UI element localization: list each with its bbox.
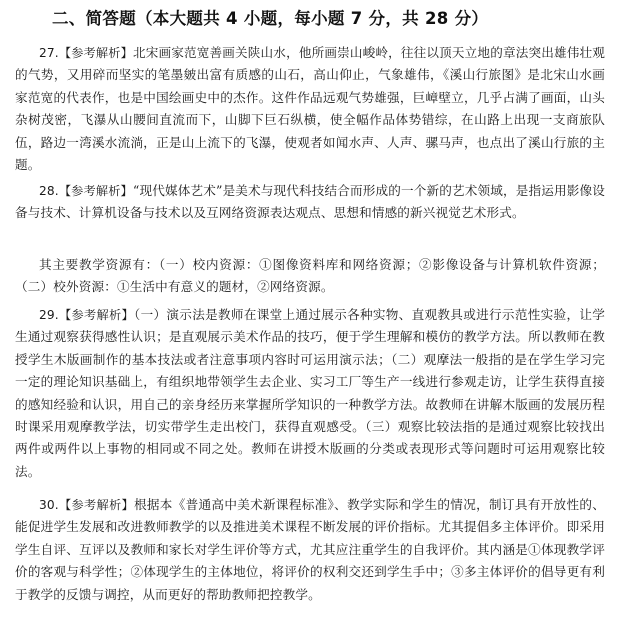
answer-29: [15, 304, 605, 483]
answer-30-label: 30.【参考解析】: [39, 498, 134, 512]
answer-30-text: 根据本《普通高中美术新课程标准》、教学实际和学生的情况，制订具有开放性的、能促进学生发展和改进教师教学的以及推进美术课程不断发展的评价指标。尤其提倡多主体评价。即采用学生自评、互评以及教师和家长对学生评价等方式，尤其应注重学生的自我评价。其内涵是①体现教学评价的客观与科学性；②体现学生的主体地位，将评价的权利交还到学生手中；③多主体评价的倡导更有利于教学的反馈与调控，从而更好的帮助教师把控教学。: [15, 497, 605, 602]
answer-27-label: 27.【参考解析】: [39, 46, 133, 60]
answer-29-label: 29.【参考解析】: [39, 308, 134, 322]
section-heading: 二、简答题（本大题共 4 小题，每小题 7 分，共 28 分）: [52, 9, 489, 28]
answer-27-text: 北宋画家范宽善画关陕山水，他所画崇山峻岭，往往以顶天立地的章法突出雄伟壮观的气势，又用碎而坚实的笔墨皴出富有质感的山石，高山仰止，气象雄伟，《溪山行旅图》是北宋山水画家范宽的代表作，也是中国绘画史中的杰作。这件作品远观气势雄强，巨嶂壁立，几乎占满了画面，山头杂树茂密，飞瀑从山腰间直流而下，山脚下巨石纵横，使全幅作品体势错综，在山路上出现一支商旅队伍，路边一湾溪水流淌，正是山上流下的飞瀑，使观者如闻水声、人声、骡马声，也点出了溪山行旅的主题。: [15, 45, 605, 173]
answer-28: [15, 180, 605, 225]
answer-30: [15, 494, 605, 606]
answer-28-resources-text: 其主要教学资源有：（一）校内资源：①图像资料库和网络资源；②影像设备与计算机软件资源；（二）校外资源：①生活中有意义的题材，②网络资源。: [15, 257, 605, 295]
answer-28-text: “现代媒体艺术”是美术与现代科技结合而形成的一个新的艺术领域，是指运用影像设备与技术、计算机设备与技术以及互网络资源表达观点、思想和情感的新兴视觉艺术形式。: [15, 183, 605, 221]
answer-28-label: 28.【参考解析】: [39, 184, 133, 198]
answer-29-text: （一）演示法是教师在课堂上通过展示各种实物、直观教具或进行示范性实验，让学生通过观察获得感性认识；是直观展示美术作品的技巧，便于学生理解和模仿的教学方法。所以教师在教授学生木版画制作的基本技法或者注意事项内容时可运用演示法；（二）观摩法一般指的是在学生学习完一定的理论知识基础上，有组织地带领学生去企业、实习工厂等生产一线进行参观走访，让学生获得直接的感知经验和认识，用自己的亲身经历来掌握所学知识的一种教学方法。故教师在讲解木版画的发展历程时课采用观摩教学法，切实带学生走出校门，获得直观感受。（三）观察比较法指的是通过观察比较找出两件或两件以上事物的相同或不同之处。教师在讲授木版画的分类或表现形式等问题时可运用观察比较法。: [15, 307, 605, 479]
answer-28-resources: [15, 254, 605, 299]
answer-27: [15, 42, 605, 176]
